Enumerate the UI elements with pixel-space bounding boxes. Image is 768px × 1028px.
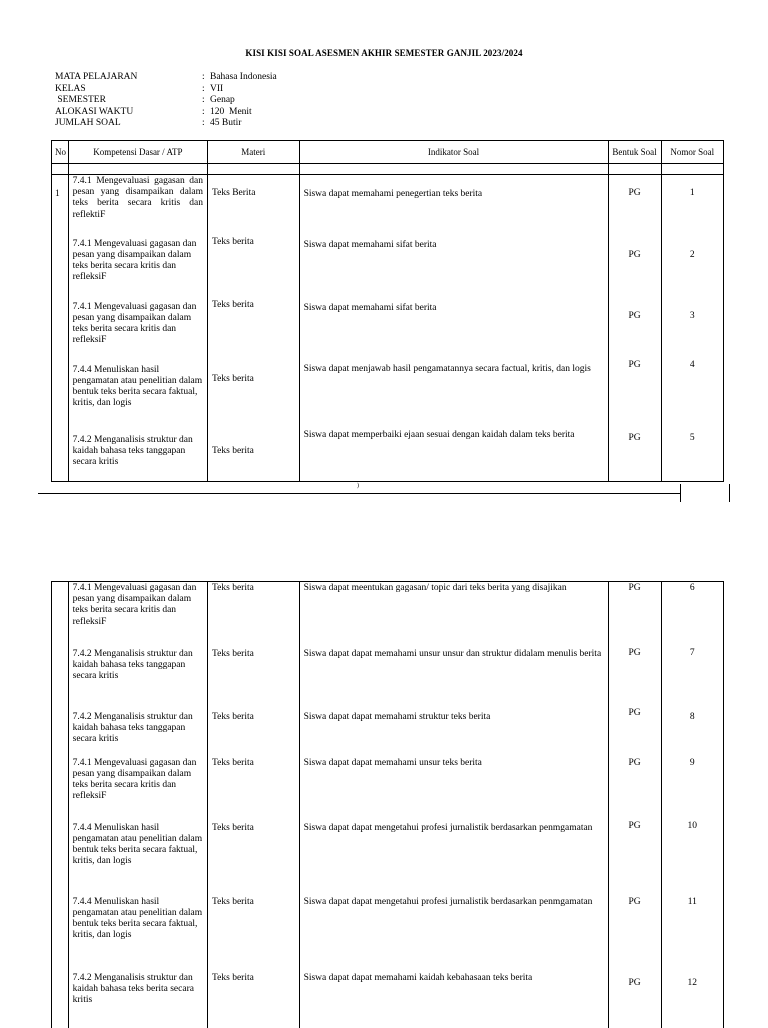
meta-row (55, 95, 277, 107)
table-row (52, 708, 724, 758)
cell-bentuk: PG (608, 300, 661, 360)
document-title: KISI KISI SOAL ASESMEN AKHIR SEMESTER GANJIL 2023/2024 (245, 48, 523, 58)
cell-materi: Teks berita (208, 237, 300, 300)
spacer-row (52, 164, 724, 175)
table-row (52, 430, 724, 482)
header-materi: Materi (208, 141, 300, 164)
cell-kompetensi: 7.4.1 Mengevaluasi gagasan dan pesan yang disampaikan dalam teks berita secara kritis dan reflektiF (68, 175, 207, 237)
meta-colon: : (202, 106, 205, 117)
meta-label: JUMLAH SOAL (55, 118, 121, 129)
cell-nomor: 4 (661, 360, 723, 430)
cell-kompetensi: 7.4.1 Mengevaluasi gagasan dan pesan yang disampaikan dalam teks berita secara kritis dan refleksiF (68, 237, 207, 300)
cell-materi: Teks berita (208, 897, 300, 973)
cell-kompetensi: 7.4.2 Menganalisis struktur dan kaidah bahasa teks tanggapan secara kritis (68, 708, 207, 758)
cell-indikator: Siswa dapat dapat memahami unsur teks berita (299, 758, 608, 821)
cell-nomor: 8 (661, 708, 723, 758)
kisi-table-page-1 (51, 140, 724, 482)
table-row (52, 237, 724, 300)
cell-indikator: Siswa dapat memahami penegertian teks berita (299, 175, 608, 237)
cell-bentuk: PG (608, 360, 661, 430)
cell-materi: Teks berita (208, 430, 300, 482)
cell-materi: Teks berita (208, 582, 300, 645)
cell-bentuk: PG (608, 897, 661, 973)
cell-kompetensi: 7.4.2 Menganalisis struktur dan kaidah bahasa teks tanggapan secara kritis (68, 430, 207, 482)
cell-indikator: Siswa dapat meentukan gagasan/ topic dari teks berita yang disajikan (299, 582, 608, 645)
meta-label: KELAS (55, 83, 86, 94)
meta-value: 45 Butir (210, 118, 242, 129)
cell-kompetensi: 7.4.1 Mengevaluasi gagasan dan pesan yang disampaikan dalam teks berita secara kritis dan refleksiF (68, 300, 207, 360)
cell-nomor: 11 (661, 897, 723, 973)
cell-nomor: 1 (661, 175, 723, 237)
cell-nomor: 3 (661, 300, 723, 360)
meta-value: VII (210, 83, 224, 94)
table-row (52, 758, 724, 821)
page-footer-tick (729, 484, 730, 502)
cell-materi: Teks berita (208, 758, 300, 821)
cell-materi: Teks Berita (208, 175, 300, 237)
cell-indikator: Siswa dapat dapat memahami kaidah kebahasaan teks berita (299, 973, 608, 1028)
meta-value: 120 Menit (210, 106, 252, 117)
cell-indikator: Siswa dapat dapat mengetahui profesi jurnalistik berdasarkan penmgamatan (299, 897, 608, 973)
table-row (52, 582, 724, 645)
header-no: No (52, 141, 69, 164)
cell-nomor: 12 (661, 973, 723, 1028)
table-row (52, 821, 724, 897)
cell-indikator: Siswa dapat memperbaiki ejaan sesuai dengan kaidah dalam teks berita (299, 430, 608, 482)
table-row (52, 300, 724, 360)
cell-bentuk: PG (608, 237, 661, 300)
cell-kompetensi: 7.4.2 Menganalisis struktur dan kaidah bahasa teks tanggapan secara kritis (68, 645, 207, 708)
cell-kompetensi: 7.4.1 Mengevaluasi gagasan dan pesan yang disampaikan dalam teks berita secara kritis dan refleksiF (68, 758, 207, 821)
header-indikator: Indikator Soal (299, 141, 608, 164)
cell-bentuk: PG (608, 175, 661, 237)
cell-nomor: 5 (661, 430, 723, 482)
cell-nomor: 6 (661, 582, 723, 645)
meta-block (55, 72, 277, 130)
meta-value: Bahasa Indonesia (210, 72, 277, 82)
header-nomor: Nomor Soal (661, 141, 723, 164)
cell-indikator: Siswa dapat dapat mengetahui profesi jurnalistik berdasarkan penmgamatan (299, 821, 608, 897)
cell-bentuk: PG (608, 758, 661, 821)
cell-indikator: Siswa dapat dapat memahami struktur teks berita (299, 708, 608, 758)
meta-colon: : (202, 83, 205, 94)
cell-bentuk: PG (608, 821, 661, 897)
page-footer-mark: ) (357, 483, 359, 489)
cell-nomor: 2 (661, 237, 723, 300)
meta-row (55, 72, 277, 84)
meta-colon: : (202, 72, 205, 82)
kisi-table-page-2 (51, 581, 724, 1028)
header-kompetensi: Kompetensi Dasar / ATP (68, 141, 207, 164)
cell-no: 1 (52, 175, 69, 237)
cell-materi: Teks berita (208, 300, 300, 360)
cell-materi: Teks berita (208, 708, 300, 758)
header-bentuk: Bentuk Soal (608, 141, 661, 164)
page-footer-line (38, 493, 681, 494)
cell-bentuk: PG (608, 708, 661, 758)
cell-indikator: Siswa dapat memahami sifat berita (299, 237, 608, 300)
cell-kompetensi: 7.4.2 Menganalisis struktur dan kaidah bahasa teks berita secara kritis (68, 973, 207, 1028)
cell-indikator: Siswa dapat dapat memahami unsur unsur dan struktur didalam menulis berita (299, 645, 608, 708)
table-row (52, 645, 724, 708)
cell-bentuk: PG (608, 973, 661, 1028)
cell-kompetensi: 7.4.1 Mengevaluasi gagasan dan pesan yang disampaikan dalam teks berita secara kritis dan refleksiF (68, 582, 207, 645)
cell-nomor: 9 (661, 758, 723, 821)
cell-materi: Teks berita (208, 645, 300, 708)
cell-materi: Teks berita (208, 821, 300, 897)
cell-bentuk: PG (608, 582, 661, 645)
table-header-row (52, 141, 724, 164)
cell-indikator: Siswa dapat menjawab hasil pengamatannya secara factual, kritis, dan logis (299, 360, 608, 430)
cell-bentuk: PG (608, 430, 661, 482)
table-row (52, 973, 724, 1028)
meta-row (55, 118, 277, 130)
table-row (52, 897, 724, 973)
meta-row (55, 107, 277, 119)
cell-materi: Teks berita (208, 360, 300, 430)
table-row (52, 360, 724, 430)
cell-materi: Teks berita (208, 973, 300, 1028)
meta-label: ALOKASI WAKTU (55, 106, 134, 117)
meta-label: MATA PELAJARAN (55, 72, 138, 82)
meta-row (55, 84, 277, 96)
cell-kompetensi: 7.4.4 Menuliskan hasil pengamatan atau penelitian dalam bentuk teks berita secara faktual, kritis, dan logis (68, 821, 207, 897)
meta-value: Genap (210, 95, 235, 106)
cell-kompetensi: 7.4.4 Menuliskan hasil pengamatan atau penelitian dalam bentuk teks berita secara faktual, kritis, dan logis (68, 897, 207, 973)
cell-kompetensi: 7.4.4 Menuliskan hasil pengamatan atau penelitian dalam bentuk teks berita secara faktual, kritis, dan logis (68, 360, 207, 430)
cell-indikator: Siswa dapat memahami sifat berita (299, 300, 608, 360)
meta-colon: : (202, 118, 205, 129)
table-row (52, 175, 724, 237)
cell-nomor: 7 (661, 645, 723, 708)
page-footer-tick (680, 484, 681, 502)
meta-label: SEMESTER (55, 95, 106, 106)
cell-bentuk: PG (608, 645, 661, 708)
cell-nomor: 10 (661, 821, 723, 897)
meta-colon: : (202, 95, 205, 106)
